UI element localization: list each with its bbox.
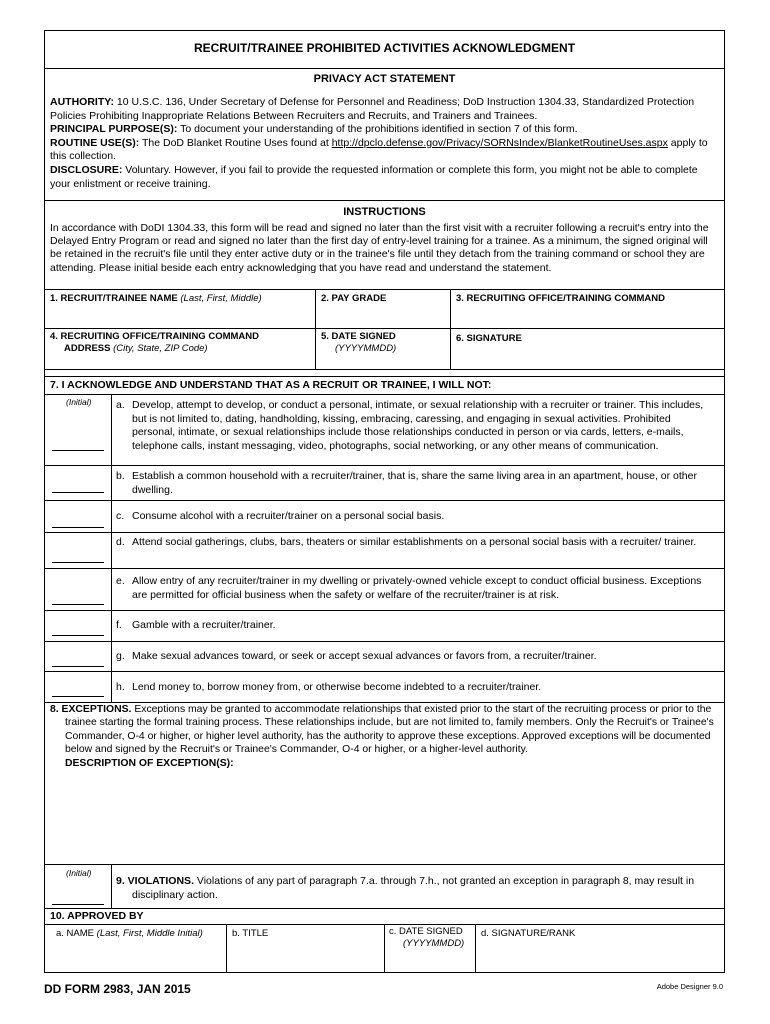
- field-5-label: [321, 331, 396, 354]
- approver-date-title: c. DATE SIGNED: [389, 926, 463, 937]
- purpose-label: PRINCIPAL PURPOSE(S):: [50, 123, 178, 136]
- initial-input-d[interactable]: [52, 562, 104, 563]
- instructions-text: In accordance with DoDI 1304.33, this form will be read and signed no later than the first visit with a recruiter following a recruit's entry into the Delayed Entry Program or read and signed no later than the first day of entry-level training for a trainee. As a minimum, the signed original will be retained in the recruit's file until they enter active duty or in the trainee's file until they detach from the training command or school they are attending. Please initial beside each entry acknowledging that you have read and understand the statement.: [50, 222, 709, 274]
- divider: [44, 568, 725, 569]
- divider: [44, 328, 725, 329]
- divider: [44, 671, 725, 672]
- routine-uses-link[interactable]: http://dpclo.defense.gov/Privacy/SORNsIndex/BlanketRoutineUses.aspx: [331, 136, 668, 149]
- recruit-name-input[interactable]: [50, 306, 310, 326]
- divider: [44, 908, 725, 909]
- divider: [44, 864, 725, 865]
- approver-name-title: a. NAME: [56, 928, 95, 939]
- exceptions-text: Exceptions may be granted to accommodate relationships that existed prior to the start of the recruiting process or prior to the trainee starting the formal training process. These relationships include, but are not limited to, family members. Only the Recruit's or Trainee's Commander, O-4 or higher, or higher level authority, has the authority to approve these exceptions. Approved exceptions will be documented below and signed by the Recruit's or Trainee's Commander, O-4 or higher, or a higher-level authority.: [65, 704, 714, 756]
- disclosure-text: Voluntary. However, if you fail to provide the requested information or complete this form, you might not be able to complete your enlistment or receive training.: [50, 163, 698, 190]
- approver-date-hint: (YYYYMMDD): [403, 937, 465, 949]
- divider: [44, 68, 725, 69]
- approver-name-input[interactable]: [50, 942, 222, 970]
- divider: [44, 465, 725, 466]
- acknowledge-heading: 7. I ACKNOWLEDGE AND UNDERSTAND THAT AS A RECRUIT OR TRAINEE, I WILL NOT:: [50, 379, 492, 391]
- approver-title-input[interactable]: [232, 942, 380, 970]
- authority-text: 10 U.S.C. 136, Under Secretary of Defense for Personnel and Readiness; DoD Instruction 1304.33, Standardized Protection Policies Prohibiting Inappropriate Relations Between Recruiters and Recruits, and Trainers and Trainees.: [50, 96, 695, 122]
- field-1-label: [50, 293, 262, 305]
- divider: [450, 289, 451, 369]
- initial-input-e[interactable]: [52, 604, 104, 605]
- divider: [315, 289, 316, 369]
- divider: [226, 924, 227, 973]
- approver-name-label: [56, 928, 203, 940]
- field-4-label: [50, 331, 259, 354]
- initial-input-a[interactable]: [52, 450, 104, 451]
- initial-input-c[interactable]: [52, 527, 104, 528]
- divider: [44, 641, 725, 642]
- item-letter: h.: [116, 681, 125, 693]
- item-text: Gamble with a recruiter/trainer.: [132, 619, 276, 631]
- approver-title-label: b. TITLE: [232, 928, 269, 939]
- form-number: DD FORM 2983, JAN 2015: [44, 982, 191, 996]
- divider: [44, 500, 725, 501]
- initial-input-violations[interactable]: [52, 904, 104, 905]
- item-letter: g.: [116, 650, 125, 662]
- initial-label: (Initial): [66, 397, 92, 407]
- recruiting-office-input[interactable]: [456, 306, 720, 326]
- disclosure-label: DISCLOSURE:: [50, 163, 123, 176]
- approved-heading: 10. APPROVED BY: [50, 910, 144, 922]
- initial-column-divider: [111, 864, 112, 908]
- item-letter: b.: [116, 470, 125, 482]
- signature-input[interactable]: [456, 346, 720, 367]
- software-version: Adobe Designer 9.0: [656, 982, 723, 991]
- initial-input-g[interactable]: [52, 666, 104, 667]
- field-4-line2: [50, 343, 259, 355]
- violations-text: Violations of any part of paragraph 7.a. through 7.h., not granted an exception in paragraph 8, may result in disciplinary action.: [132, 875, 695, 901]
- divider: [44, 376, 725, 377]
- field-5-title: 5. DATE SIGNED: [321, 331, 396, 342]
- field-4-title2: ADDRESS: [64, 342, 111, 354]
- field-1-title: 1. RECRUIT/TRAINEE NAME: [50, 293, 178, 304]
- item-text: Allow entry of any recruiter/trainer in my dwelling or privately-owned vehicle except to conduct official business. Exceptions are permitted for official business when the safety or welfare of the recruiter/trainer is at risk.: [132, 575, 702, 601]
- field-6-label: 6. SIGNATURE: [456, 333, 522, 344]
- field-2-label: 2. PAY GRADE: [321, 293, 387, 304]
- exception-description-input[interactable]: [64, 780, 714, 860]
- office-address-input[interactable]: [50, 354, 310, 367]
- initial-column-divider: [111, 394, 112, 702]
- item-text: Make sexual advances toward, or seek or accept sexual advances or favors from, a recruiter/trainer.: [132, 650, 597, 662]
- initial-input-b[interactable]: [52, 492, 104, 493]
- violations-paragraph: [116, 875, 732, 902]
- violations-initial-label: (Initial): [66, 868, 92, 878]
- divider: [44, 289, 725, 290]
- authority-block: [50, 96, 720, 123]
- divider: [44, 610, 725, 611]
- routine-text: The DoD Blanket Routine Uses found at: [141, 136, 329, 149]
- approver-signature-label: d. SIGNATURE/RANK: [481, 928, 576, 939]
- instructions-heading: INSTRUCTIONS: [343, 206, 426, 218]
- item-text: Develop, attempt to develop, or conduct a personal, intimate, or sexual relationship with a recruiter or trainer. This includes, but is not limited to, dating, handholding, kissing, embracing, caressing, and engaging in sexual activities. Prohibited personal, intimate, or sexual relationships include those relationships conducted in person or via cards, letters, e-mails, telephone calls, instant messaging, video, photographs, social networking, or any other means of communication.: [132, 399, 704, 452]
- form-title: RECRUIT/TRAINEE PROHIBITED ACTIVITIES ACKNOWLEDGMENT: [193, 41, 576, 55]
- pay-grade-input[interactable]: [321, 306, 446, 326]
- routine-text-after: apply to this collection.: [50, 136, 708, 163]
- exceptions-paragraph: [50, 703, 722, 757]
- item-text: Attend social gatherings, clubs, bars, theaters or similar establishments on a personal social basis with a recruiter/ trainer.: [132, 536, 697, 548]
- disclosure-block: [50, 164, 720, 191]
- exception-description-label: DESCRIPTION OF EXCEPTION(S):: [65, 757, 234, 769]
- field-4-hint: (City, State, ZIP Code): [113, 342, 208, 354]
- item-text: Consume alcohol with a recruiter/trainer on a personal social basis.: [132, 510, 445, 522]
- initial-input-h[interactable]: [52, 696, 104, 697]
- field-1-hint: (Last, First, Middle): [180, 293, 262, 304]
- divider: [384, 924, 385, 973]
- initial-input-f[interactable]: [52, 635, 104, 636]
- field-3-label: 3. RECRUITING OFFICE/TRAINING COMMAND: [456, 293, 665, 304]
- divider: [475, 924, 476, 973]
- item-text: Establish a common household with a recruiter/trainer, that is, share the same living area in an apartment, house, or other dwelling.: [132, 470, 697, 496]
- approver-name-hint: (Last, First, Middle Initial): [96, 928, 203, 939]
- item-letter: e.: [116, 575, 125, 587]
- privacy-heading: PRIVACY ACT STATEMENT: [313, 73, 456, 85]
- purpose-block: [50, 123, 720, 137]
- item-text: Lend money to, borrow money from, or otherwise become indebted to a recruiter/trainer.: [132, 681, 542, 693]
- divider: [44, 369, 725, 370]
- exceptions-section: [50, 703, 722, 770]
- field-4-title: 4. RECRUITING OFFICE/TRAINING COMMAND: [50, 331, 259, 342]
- field-5-hint: (YYYYMMDD): [335, 342, 397, 354]
- date-signed-input[interactable]: [321, 354, 446, 367]
- violations-label: 9. VIOLATIONS.: [116, 875, 194, 887]
- routine-label: ROUTINE USE(S):: [50, 136, 140, 149]
- divider: [44, 394, 725, 395]
- exceptions-label: 8. EXCEPTIONS.: [50, 704, 132, 715]
- item-letter: a.: [116, 399, 125, 411]
- divider: [44, 200, 725, 201]
- authority-label: AUTHORITY:: [50, 96, 114, 108]
- item-letter: d.: [116, 536, 125, 548]
- divider: [44, 532, 725, 533]
- privacy-statement: [50, 96, 720, 191]
- purpose-text: To document your understanding of the prohibitions identified in section 7 of this form.: [180, 123, 578, 136]
- approver-signature-input[interactable]: [481, 942, 719, 970]
- item-letter: f.: [116, 619, 122, 631]
- routine-block: [50, 137, 720, 164]
- approver-date-label: [389, 926, 464, 949]
- approver-date-input[interactable]: [389, 950, 471, 970]
- item-letter: c.: [116, 510, 125, 522]
